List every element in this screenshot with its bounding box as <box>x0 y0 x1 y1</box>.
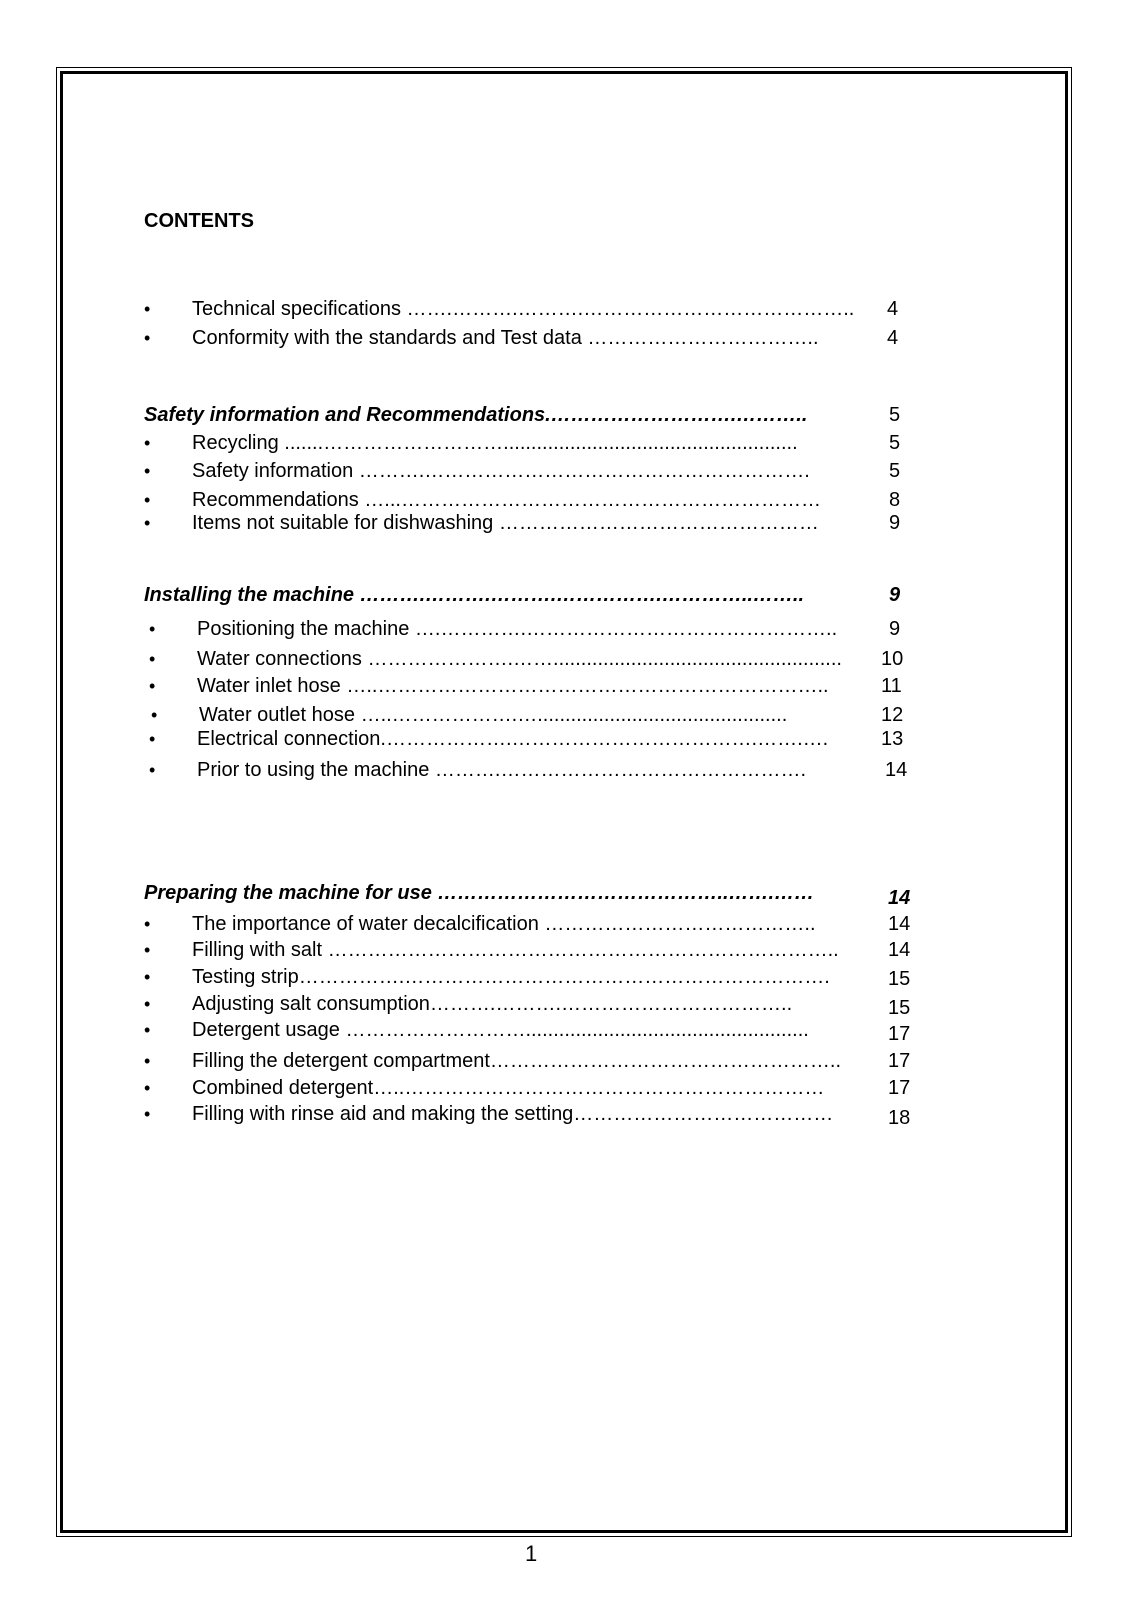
toc-entry-label: Filling the detergent compartment…………………………………………….. <box>192 1050 842 1072</box>
toc-entry[interactable] <box>149 726 929 752</box>
toc-section-title[interactable] <box>144 582 924 608</box>
toc-entry-page: 15 <box>888 997 911 1019</box>
bullet: • <box>144 299 151 319</box>
bullet: • <box>144 328 151 348</box>
toc-entry-page: 17 <box>888 1077 911 1099</box>
bullet: • <box>149 729 156 749</box>
toc-entry-label: Filling with salt ………………………………………………………………….. <box>192 939 839 961</box>
toc-entry[interactable] <box>144 325 924 351</box>
toc-entry-page: 13 <box>881 728 904 750</box>
toc-entry-label: Testing strip…………….………………………………………………………. <box>192 966 830 988</box>
toc-entry-label: Water connections ………………….…….................................................... <box>197 648 842 670</box>
bullet: • <box>144 433 151 453</box>
toc-entry-page: 12 <box>881 704 904 726</box>
toc-entry-label: Recycling .......………………………..................................................... <box>192 432 798 454</box>
toc-entry[interactable] <box>149 646 929 672</box>
bullet: • <box>149 619 156 639</box>
page-border-inner <box>60 71 1068 1533</box>
toc-entry-label: Detergent usage ………………………................................................... <box>192 1019 809 1041</box>
toc-entry-label: Adjusting salt consumption……….……….…………………………….. <box>192 993 793 1015</box>
toc-entry[interactable] <box>144 1101 924 1127</box>
toc-entry-page: 5 <box>889 460 901 482</box>
bullet: • <box>144 513 151 533</box>
bullet: • <box>144 1104 151 1124</box>
toc-entry-page: 9 <box>889 512 901 534</box>
toc-entry-label: Water outlet hose …..……………….…............................................. <box>199 704 788 726</box>
toc-entry[interactable] <box>144 458 924 484</box>
toc-entry[interactable] <box>144 296 924 322</box>
toc-entry-page: 17 <box>888 1023 911 1045</box>
bullet: • <box>149 649 156 669</box>
toc-entry-page: 4 <box>887 327 899 349</box>
toc-entry-page: 14 <box>888 913 911 935</box>
toc-entry-label: Electrical connection.……………….……………………………….…….…. <box>197 728 829 750</box>
toc-entry-page: 11 <box>881 675 902 697</box>
bullet: • <box>144 461 151 481</box>
bullet: • <box>144 940 151 960</box>
toc-entry-label: The importance of water decalcification ………………………………….. <box>192 913 816 935</box>
bullet: • <box>144 1051 151 1071</box>
toc-entry-page: 5 <box>889 432 901 454</box>
toc-entry[interactable] <box>144 964 924 990</box>
toc-entry[interactable] <box>144 937 924 963</box>
toc-entry-page: 9 <box>889 618 901 640</box>
toc-entry[interactable] <box>144 991 924 1017</box>
toc-entry-label: Combined detergent…..……………………………………………………… <box>192 1077 825 1099</box>
toc-entry[interactable] <box>144 911 924 937</box>
toc-section-page: 14 <box>888 887 911 909</box>
bullet: • <box>144 994 151 1014</box>
toc-entry-page: 17 <box>888 1050 911 1072</box>
bullet: • <box>144 914 151 934</box>
toc-section-label: Installing the machine ……….……….……….…………….…………..…….. <box>144 584 805 606</box>
toc-entry[interactable] <box>149 616 929 642</box>
toc-entry-page: 8 <box>889 489 901 511</box>
toc-section-page: 5 <box>889 404 901 426</box>
bullet: • <box>151 705 158 725</box>
bullet: • <box>144 967 151 987</box>
toc-entry-label: Items not suitable for dishwashing ………………………………………… <box>192 512 819 534</box>
toc-entry-label: Prior to using the machine ……….………………………………………. <box>197 759 807 781</box>
page-number: 1 <box>525 1541 538 1566</box>
bullet: • <box>149 760 156 780</box>
bullet: • <box>144 490 151 510</box>
toc-entry-page: 4 <box>887 298 899 320</box>
toc-entry[interactable] <box>149 702 929 728</box>
toc-section-label: Preparing the machine for use ……………………………………..…….…… <box>144 882 815 904</box>
toc-entry-page: 18 <box>888 1107 911 1129</box>
toc-entry[interactable] <box>144 1048 924 1074</box>
toc-entry-label: Recommendations …...……………………………………………………… <box>192 489 821 511</box>
toc-entry-page: 10 <box>881 648 904 670</box>
toc-entry-page: 15 <box>888 968 911 990</box>
toc-entry-label: Safety information ……….…………………………………………………. <box>192 460 810 482</box>
toc-entry-page: 14 <box>885 759 908 781</box>
toc-entry[interactable] <box>144 1017 924 1043</box>
bullet: • <box>149 676 156 696</box>
toc-entry-label: Filling with rinse aid and making the setting………………………………… <box>192 1103 834 1125</box>
toc-entry[interactable] <box>144 430 924 456</box>
bullet: • <box>144 1078 151 1098</box>
toc-section-title[interactable] <box>144 880 924 909</box>
contents-heading: CONTENTS <box>144 210 254 232</box>
toc-section-title[interactable] <box>144 402 924 428</box>
toc-entry-label: Conformity with the standards and Test data …………………………….. <box>192 327 819 349</box>
toc-entry-label: Positioning the machine ….………….……………………………………….. <box>197 618 838 640</box>
toc-entry-label: Water inlet hose …..………………………………………………………….. <box>197 675 829 697</box>
bullet: • <box>144 1020 151 1040</box>
toc-section-label: Safety information and Recommendations.……………………….……….. <box>144 404 808 426</box>
toc-entry[interactable] <box>149 757 929 783</box>
toc-entry[interactable] <box>144 510 924 536</box>
toc-entry[interactable] <box>149 673 929 699</box>
toc-entry[interactable] <box>144 1075 924 1101</box>
toc-entry-label: Technical specifications …….……….……….………………………………….. <box>192 298 855 320</box>
toc-entry-page: 14 <box>888 939 911 961</box>
toc-section-page: 9 <box>889 584 901 606</box>
